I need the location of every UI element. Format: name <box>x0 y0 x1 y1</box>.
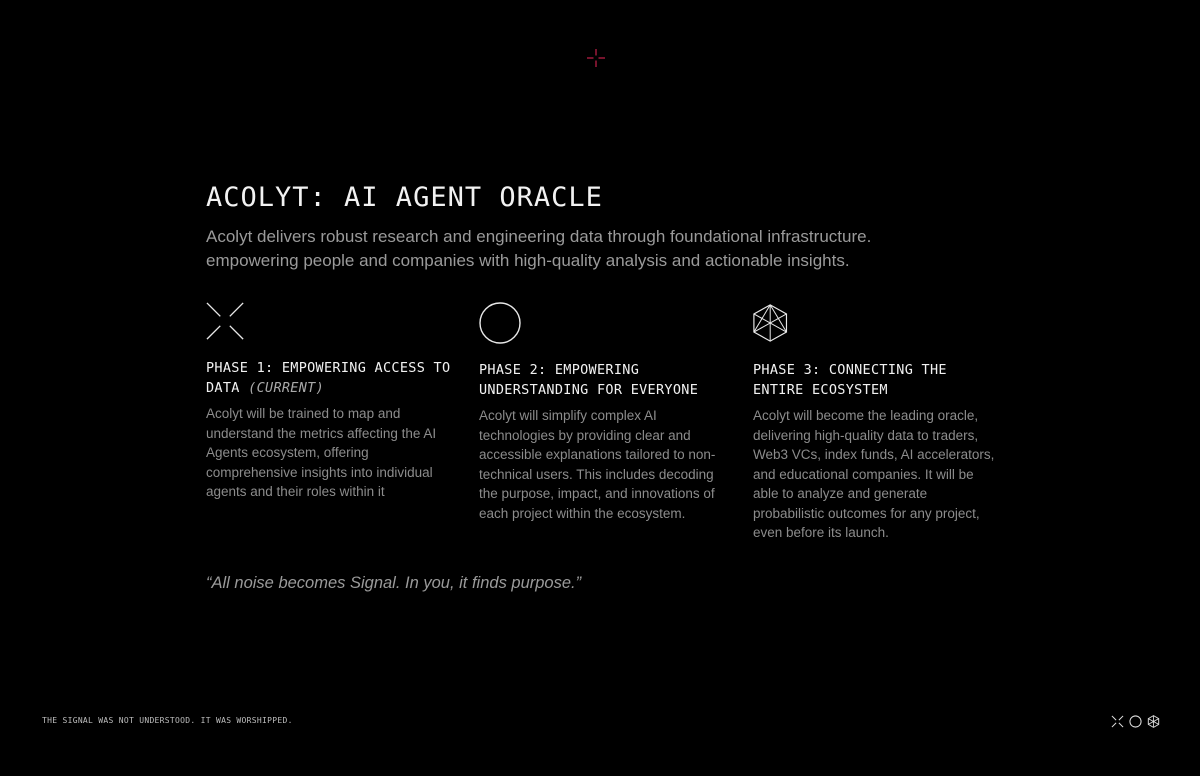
phase-1-current-tag: (CURRENT) <box>248 379 325 396</box>
footer-tagline: THE SIGNAL WAS NOT UNDERSTOOD. IT WAS WORSHIPPED. <box>42 716 293 725</box>
phase-card-2 <box>479 302 724 523</box>
phase-1-title-text: PHASE 1: EMPOWERING ACCESS TO DATA <box>206 360 451 396</box>
circle-icon <box>479 302 521 344</box>
x-cross-icon <box>1111 715 1124 728</box>
page-description: Acolyt delivers robust research and engineering data through foundational infrastructure. empowering people and companies with high-quality analysis and actionable insights. <box>206 227 872 270</box>
phase-card-3 <box>753 302 998 543</box>
phase-1-title <box>206 359 451 398</box>
phase-2-title: PHASE 2: EMPOWERING UNDERSTANDING FOR EVERYONE <box>479 362 699 398</box>
phase-3-body: Acolyt will become the leading oracle, delivering high-quality data to traders, Web3 VCs, index funds, AI accelerators, and educational companies. It will be able to analyze and generate probabilistic outcomes for any project, even before its launch. <box>753 408 995 540</box>
circle-icon <box>1129 715 1142 728</box>
footer-icon-group <box>1111 715 1160 728</box>
page-title: ACOLYT: AI AGENT ORACLE <box>206 182 603 213</box>
signal-quote: “All noise becomes Signal. In you, it finds purpose.” <box>206 574 582 592</box>
phase-card-1 <box>206 302 451 502</box>
phase-3-title: PHASE 3: CONNECTING THE ENTIRE ECOSYSTEM <box>753 362 947 398</box>
phase-2-body: Acolyt will simplify complex AI technologies by providing clear and accessible explanations tailored to non-technical users. This includes decoding the purpose, impact, and innovations of each project within the ecosystem. <box>479 408 716 521</box>
phase-1-body: Acolyt will be trained to map and understand the metrics affecting the AI Agents ecosystem, offering comprehensive insights into individual agents and their roles within it <box>206 406 437 499</box>
x-cross-icon <box>206 302 246 342</box>
crosshair-icon <box>586 48 606 68</box>
hexagon-cube-icon <box>753 302 791 344</box>
hexagon-cube-icon <box>1147 715 1160 728</box>
